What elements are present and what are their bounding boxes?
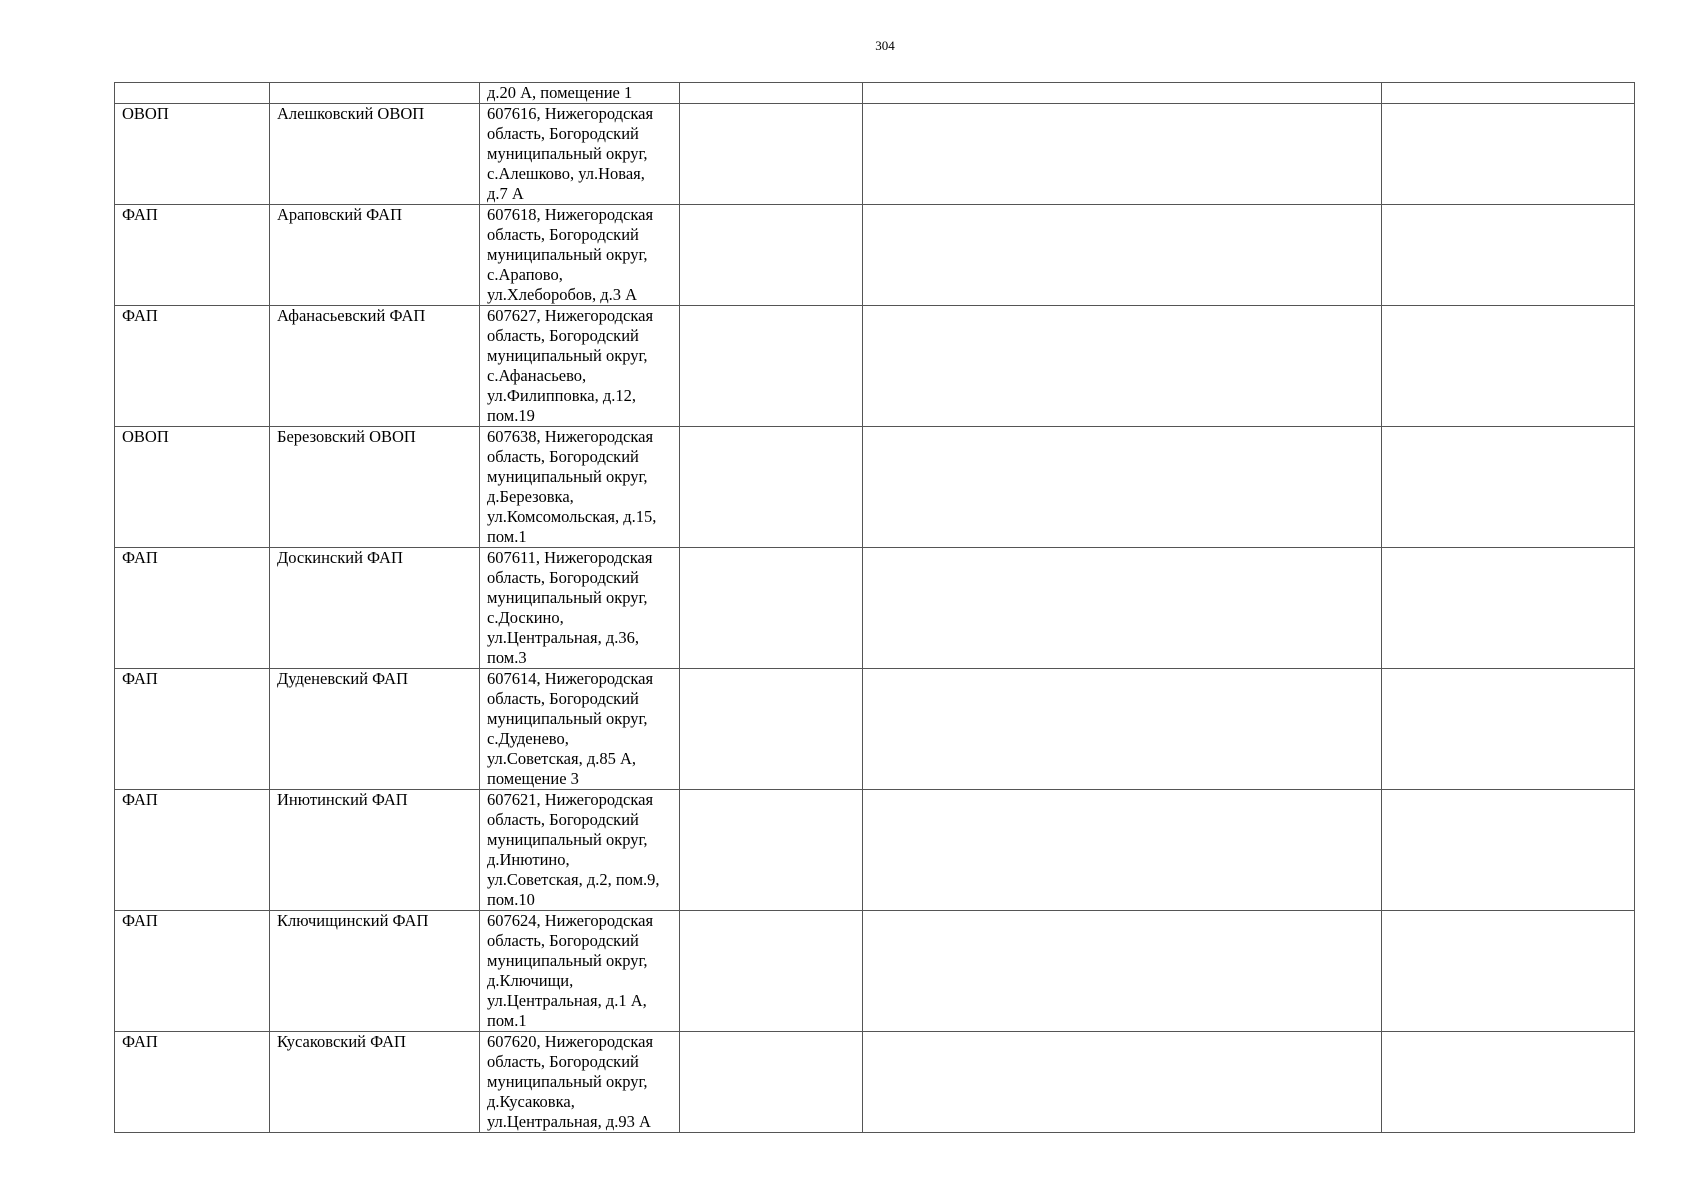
address-line: муниципальный округ, (487, 588, 648, 607)
facility-type-cell: ОВОП (115, 427, 270, 548)
table-row (115, 306, 1635, 427)
address-line: 607627, Нижегородская (487, 306, 654, 325)
empty-cell-6 (1382, 548, 1635, 669)
facility-name-cell: Дуденевский ФАП (270, 669, 480, 790)
address-line: пом.1 (487, 527, 527, 546)
empty-cell-4 (680, 83, 863, 104)
facilities-table-body (115, 83, 1635, 1133)
empty-cell-6 (1382, 104, 1635, 205)
address-line: 607611, Нижегородская (487, 548, 653, 567)
facility-address-cell (480, 306, 680, 427)
facility-name-cell: Кусаковский ФАП (270, 1032, 480, 1133)
empty-cell-4 (680, 306, 863, 427)
address-line: область, Богородский (487, 810, 639, 829)
address-line: с.Афанасьево, (487, 366, 587, 385)
facility-name-cell: Инютинский ФАП (270, 790, 480, 911)
address-line: пом.3 (487, 648, 527, 667)
empty-cell-5 (863, 83, 1382, 104)
facility-address-cell (480, 548, 680, 669)
empty-cell-5 (863, 427, 1382, 548)
facility-name-cell: Ключищинский ФАП (270, 911, 480, 1032)
empty-cell-4 (680, 104, 863, 205)
facility-type-cell: ФАП (115, 911, 270, 1032)
address-line: ул.Хлеборобов, д.3 А (487, 285, 637, 304)
facility-type-cell: ОВОП (115, 104, 270, 205)
empty-cell-5 (863, 911, 1382, 1032)
facility-address-cell (480, 104, 680, 205)
address-line: муниципальный округ, (487, 346, 648, 365)
table-row (115, 83, 1635, 104)
facility-name-cell: Доскинский ФАП (270, 548, 480, 669)
empty-cell-4 (680, 669, 863, 790)
address-line: ул.Советская, д.2, пом.9, (487, 870, 660, 889)
facility-name-cell: Березовский ОВОП (270, 427, 480, 548)
address-line: помещение 3 (487, 769, 579, 788)
facility-name-cell: Алешковский ОВОП (270, 104, 480, 205)
address-line: область, Богородский (487, 1052, 639, 1071)
address-line: пом.1 (487, 1011, 527, 1030)
empty-cell-4 (680, 790, 863, 911)
facility-address-cell (480, 669, 680, 790)
address-line: 607621, Нижегородская (487, 790, 654, 809)
empty-cell-6 (1382, 911, 1635, 1032)
address-line: пом.10 (487, 890, 535, 909)
address-line: ул.Советская, д.85 А, (487, 749, 637, 768)
empty-cell-5 (863, 1032, 1382, 1133)
address-line: область, Богородский (487, 689, 639, 708)
empty-cell-4 (680, 548, 863, 669)
table-row (115, 1032, 1635, 1133)
empty-cell-6 (1382, 1032, 1635, 1133)
empty-cell-5 (863, 306, 1382, 427)
address-line: д.Кусаковка, (487, 1092, 575, 1111)
address-line: муниципальный округ, (487, 1072, 648, 1091)
empty-cell-4 (680, 1032, 863, 1133)
table-row (115, 427, 1635, 548)
facility-type-cell (115, 83, 270, 104)
empty-cell-6 (1382, 669, 1635, 790)
address-line: муниципальный округ, (487, 245, 648, 264)
address-line: с.Доскино, (487, 608, 564, 627)
facility-type-cell: ФАП (115, 1032, 270, 1133)
facility-address-cell (480, 790, 680, 911)
facility-name-cell: Афанасьевский ФАП (270, 306, 480, 427)
table-row (115, 911, 1635, 1032)
address-line: область, Богородский (487, 326, 639, 345)
empty-cell-6 (1382, 427, 1635, 548)
facility-address-cell (480, 911, 680, 1032)
table-row (115, 205, 1635, 306)
address-line: с.Дуденево, (487, 729, 569, 748)
address-line: муниципальный округ, (487, 709, 648, 728)
address-line: д.Инютино, (487, 850, 570, 869)
empty-cell-6 (1382, 790, 1635, 911)
address-line: область, Богородский (487, 931, 639, 950)
empty-cell-6 (1382, 83, 1635, 104)
address-line: муниципальный округ, (487, 951, 648, 970)
empty-cell-5 (863, 548, 1382, 669)
empty-cell-5 (863, 104, 1382, 205)
empty-cell-5 (863, 205, 1382, 306)
address-line: 607620, Нижегородская (487, 1032, 654, 1051)
address-line: муниципальный округ, (487, 467, 648, 486)
table-row (115, 548, 1635, 669)
facility-address-cell (480, 205, 680, 306)
empty-cell-6 (1382, 306, 1635, 427)
facilities-table (114, 82, 1635, 1133)
table-row (115, 790, 1635, 911)
facility-type-cell: ФАП (115, 548, 270, 669)
facility-name-cell (270, 83, 480, 104)
address-line: область, Богородский (487, 225, 639, 244)
address-line: ул.Филипповка, д.12, (487, 386, 636, 405)
facility-type-cell: ФАП (115, 306, 270, 427)
facility-address-cell (480, 1032, 680, 1133)
address-line: муниципальный округ, (487, 144, 648, 163)
address-line: с.Алешково, ул.Новая, (487, 164, 645, 183)
address-line: д.7 А (487, 184, 524, 203)
address-line: ул.Центральная, д.36, (487, 628, 639, 647)
empty-cell-4 (680, 911, 863, 1032)
empty-cell-4 (680, 427, 863, 548)
facility-address-cell (480, 83, 680, 104)
empty-cell-6 (1382, 205, 1635, 306)
facility-type-cell: ФАП (115, 205, 270, 306)
facility-type-cell: ФАП (115, 790, 270, 911)
address-line: ул.Центральная, д.1 А, (487, 991, 647, 1010)
facility-name-cell: Араповский ФАП (270, 205, 480, 306)
address-line: ул.Комсомольская, д.15, (487, 507, 657, 526)
facility-address-cell (480, 427, 680, 548)
address-line: 607624, Нижегородская (487, 911, 654, 930)
address-line: область, Богородский (487, 447, 639, 466)
address-line: с.Арапово, (487, 265, 563, 284)
address-line: ул.Центральная, д.93 А (487, 1112, 651, 1131)
empty-cell-5 (863, 669, 1382, 790)
facility-type-cell: ФАП (115, 669, 270, 790)
address-line: муниципальный округ, (487, 830, 648, 849)
address-line: область, Богородский (487, 568, 639, 587)
empty-cell-5 (863, 790, 1382, 911)
page-number: 304 (875, 38, 895, 53)
address-line: 607618, Нижегородская (487, 205, 654, 224)
address-line: 607616, Нижегородская (487, 104, 654, 123)
address-line: 607638, Нижегородская (487, 427, 654, 446)
table-row (115, 669, 1635, 790)
address-line: д.Березовка, (487, 487, 574, 506)
address-line: д.Ключищи, (487, 971, 574, 990)
address-line: д.20 А, помещение 1 (487, 83, 633, 102)
address-line: область, Богородский (487, 124, 639, 143)
address-line: пом.19 (487, 406, 535, 425)
address-line: 607614, Нижегородская (487, 669, 654, 688)
empty-cell-4 (680, 205, 863, 306)
table-row (115, 104, 1635, 205)
